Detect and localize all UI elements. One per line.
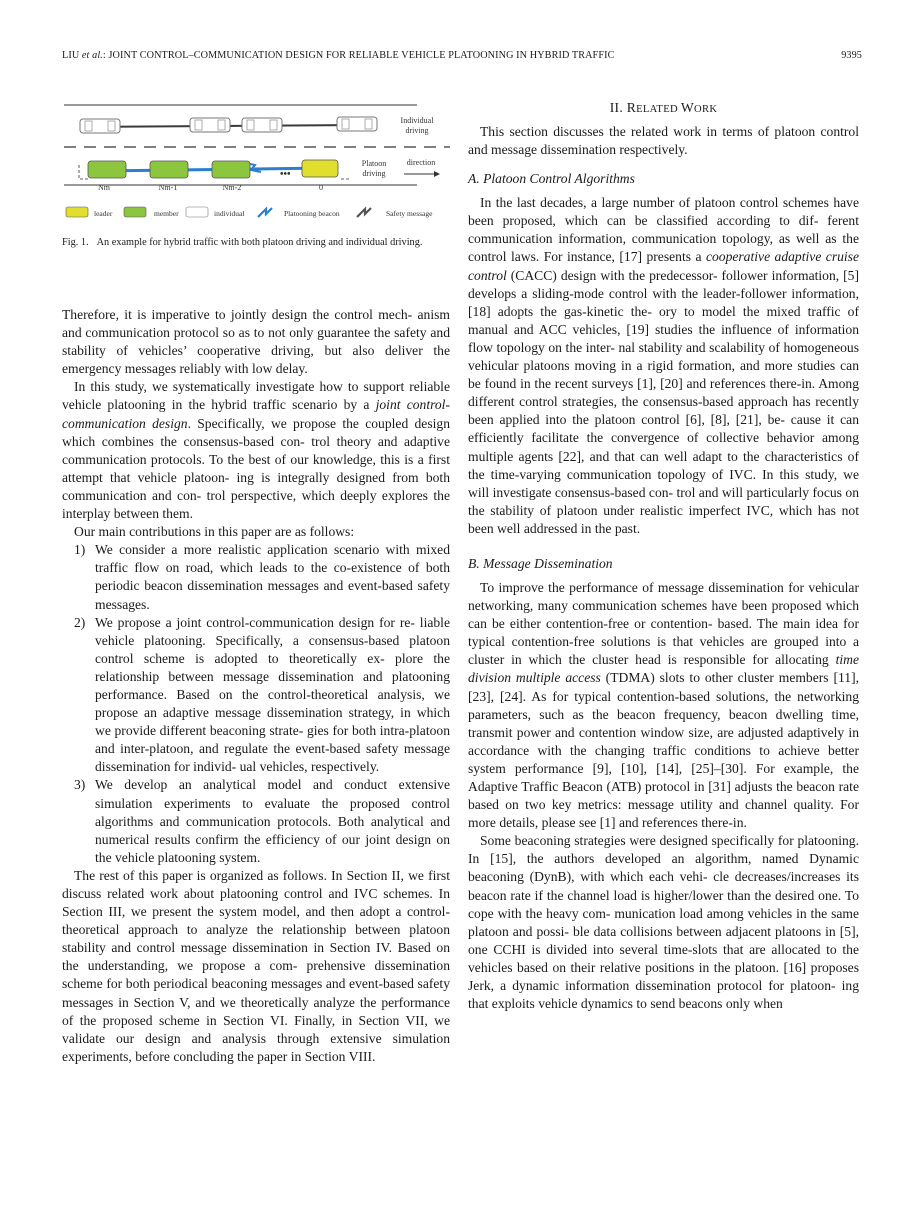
label-nm2: Nm-2 bbox=[222, 183, 242, 192]
caption-text: An example for hybrid traffic with both platoon driving and individual driving. bbox=[96, 237, 423, 248]
section-title-related-work: II. RELATED WORK bbox=[609, 100, 718, 115]
individual-vehicle bbox=[337, 117, 377, 131]
label-individual-driving-2: driving bbox=[405, 126, 429, 135]
paragraph-organization: The rest of this paper is organized as follows. In Section II, we first discuss related work about platooning control and IVC schemes. In Section III, we present the system model, and then adopt a control-theoretical approach to analyze the relationship between platoon stability and control message dissemination in Section IV. Based on the understanding, we propose a com- prehensive dissemination scheme for both periodical beaconing messages and event-based safety messages in Section V, and we theoretically analyze the performance of the proposed scheme in Section VI. Finally, in Section VII, we validate our design and analysis through extensive simulation experiments, before concluding the paper in Section VIII. bbox=[62, 867, 450, 1064]
contributions-list bbox=[62, 541, 450, 867]
individual-vehicle bbox=[190, 118, 230, 132]
legend-member-swatch bbox=[124, 207, 146, 217]
direction-arrow-icon bbox=[404, 171, 440, 177]
paragraph-therefore: Therefore, it is imperative to jointly design the control mech- anism and communication protocol so as to not only guarantee the safety and stability of vehicles’ cooperative driving, but also deliver the emergency messages reliably with low delay. bbox=[62, 307, 450, 377]
paragraph-platoon-control: In the last decades, a large number of platoon control schemes have been proposed, which can be classified according to dif- ferent communication information, communication topology, as well as the control laws. For instance, [17] presents a cooperative adaptive cruise control (CACC) design with the predecessor- follower information, [5] develops a sliding-mode control with the leader-follower information, [18] adopts the gas-kinetic the- ory to model the mixed traffic of manual and ACC vehicles, [19] studies the influence of information flow topology on the inter- nal stability and scalability of homogeneous vehicular platoons moving in a rigid formation, and more studies can be found in the recent surveys [1], [20] and references there-in. Among different control strategies, the consensus-based approach has recently been applied into the platoon control [6], [8], [21], be- cause it can efficiently facilitate the convergence of collective behavior among multiple agents [22], and that can well adapt to the characteristics of the time-varying communication topology of IVC. In this study, we will investigate consensus-based con- trol and will particularly focus on the stability of platoon under realistic imperfect IVC, which has not been well addressed in the past. bbox=[468, 195, 860, 536]
legend-beacon-bolt-icon bbox=[258, 208, 272, 217]
label-direction: direction bbox=[406, 158, 436, 167]
member-vehicle bbox=[150, 161, 188, 178]
paragraph-message-dissemination: To improve the performance of message dissemination for vehicular networking, many communication schemes have been proposed which can be either contention-free or contention- based. The main idea for typical contention-free solutions is that vehicles are grouped into a cluster in which the cluster head is responsible for allocating time division multiple access (TDMA) slots to other cluster members [11], [23], [24]. As for typical contention-based solutions, the networking parameters, such as the beacon frequency, beacon dwelling time, transmit power and contention window size, are adjusted adaptively in accordance with the changing traffic conditions to achieve better system performance [9], [10], [14], [25]–[30]. For example, the Adaptive Traffic Beacon (ATB) protocol in [31] adjusts the beacon rate based on two key metrics: message utility and channel quality. For more details, please see [1] and references there-in. bbox=[468, 579, 859, 831]
figure-1-hybrid-traffic bbox=[62, 95, 450, 225]
legend-beacon: Platooning beacon bbox=[284, 209, 340, 218]
legend-leader: leader bbox=[94, 209, 113, 218]
list-item: 2) We propose a joint control-communication design for re- liable vehicle platooning. Specifically, a consensus-based platoon control scheme is adopted to theoretically ex- plore the relationship between message dissemination and platooning performance. Based on the control-theoretical analysis, we propose an adaptive message dissemination strategy, in which we provide different beaconing strate- gies for both intra-platoon and inter-platoon, and regulate the event-based safety message dissemination for individ- ual vehicles, respectively. bbox=[74, 614, 450, 775]
figure-caption bbox=[62, 236, 450, 249]
legend-member: member bbox=[154, 209, 179, 218]
label-platoon-driving-2: driving bbox=[362, 169, 386, 178]
running-title: LIU et al.: JOINT CONTROL–COMMUNICATION DESIGN FOR RELIABLE VEHICLE PLATOONING IN HYBRID TRAFFIC bbox=[62, 50, 615, 61]
label-nm: Nm bbox=[98, 183, 110, 192]
legend-individual: individual bbox=[214, 209, 245, 218]
member-vehicle bbox=[212, 161, 250, 178]
right-column bbox=[468, 100, 859, 1013]
paragraph-this-study: In this study, we systematically investigate how to support reliable vehicle platooning in the hybrid traffic scenario by a joint control-communication design. Specifically, we propose the coupled design which combines the consensus-based con- trol theory and adaptive communication protocols. To the best of our knowledge, this is a first attempt that vehicle platoon- ing is integrally designed from both communication and con- trol perspective, which deeply explores the interplay between them. bbox=[62, 379, 451, 522]
legend-safety: Safety message bbox=[386, 209, 433, 218]
page-number: 9395 bbox=[841, 50, 862, 61]
paragraph-contributions-intro: Our main contributions in this paper are as follows: bbox=[74, 524, 355, 540]
label-zero: 0 bbox=[319, 183, 323, 192]
running-header bbox=[62, 50, 862, 66]
list-item: 3) We develop an analytical model and conduct extensive simulation experiments to evaluate the proposed control algorithms and communication protocols. Both analytical and numerical results confirm the efficiency of our joint design on the vehicle platooning system. bbox=[74, 777, 450, 865]
platoon-ellipsis: ••• bbox=[280, 169, 291, 180]
individual-vehicle bbox=[242, 118, 282, 132]
member-vehicle bbox=[88, 161, 126, 178]
label-nm1: Nm-1 bbox=[158, 183, 178, 192]
paragraph-section-intro: This section discusses the related work in terms of platoon control and message dissemination respectively. bbox=[468, 124, 859, 158]
legend-leader-swatch bbox=[66, 207, 88, 217]
label-platoon-driving: Platoon bbox=[361, 159, 387, 168]
subsection-title-message-dissemination: B. Message Dissemination bbox=[468, 555, 613, 571]
left-column bbox=[62, 306, 450, 1066]
legend-safety-bolt-icon bbox=[357, 208, 371, 217]
leader-vehicle bbox=[302, 160, 338, 177]
label-individual-driving: Individual bbox=[400, 116, 434, 125]
list-item: 1) We consider a more realistic application scenario with mixed traffic flow on road, which leads to the co-existence of both periodic beacon dissemination messages and event-based safety messages. bbox=[74, 542, 450, 612]
individual-vehicle bbox=[80, 119, 120, 133]
paragraph-beaconing-strategies: Some beaconing strategies were designed specifically for platooning. In [15], the authors developed an algorithm, named Dynamic beaconing (DynB), with which each vehi- cle decreases/increases its beacon rate if the channel load is higher/lower than the desired one. To cope with the heavy com- munication load among vehicles in the same platoon and possi- ble data collisions between adjacent platoons in [5], one CCHI is divided into several time-slots that are allocated to the vehicles based on their relative positions in the platoon. [16] proposes Jerk, a dynamic information dissemination protocol for platoon- ing that exploits vehicle dynamics to send beacons only when bbox=[468, 833, 859, 1012]
legend-individual-swatch bbox=[186, 207, 208, 217]
caption-label: Fig. 1. bbox=[62, 237, 89, 248]
subsection-title-platoon-control: A. Platoon Control Algorithms bbox=[468, 171, 635, 187]
